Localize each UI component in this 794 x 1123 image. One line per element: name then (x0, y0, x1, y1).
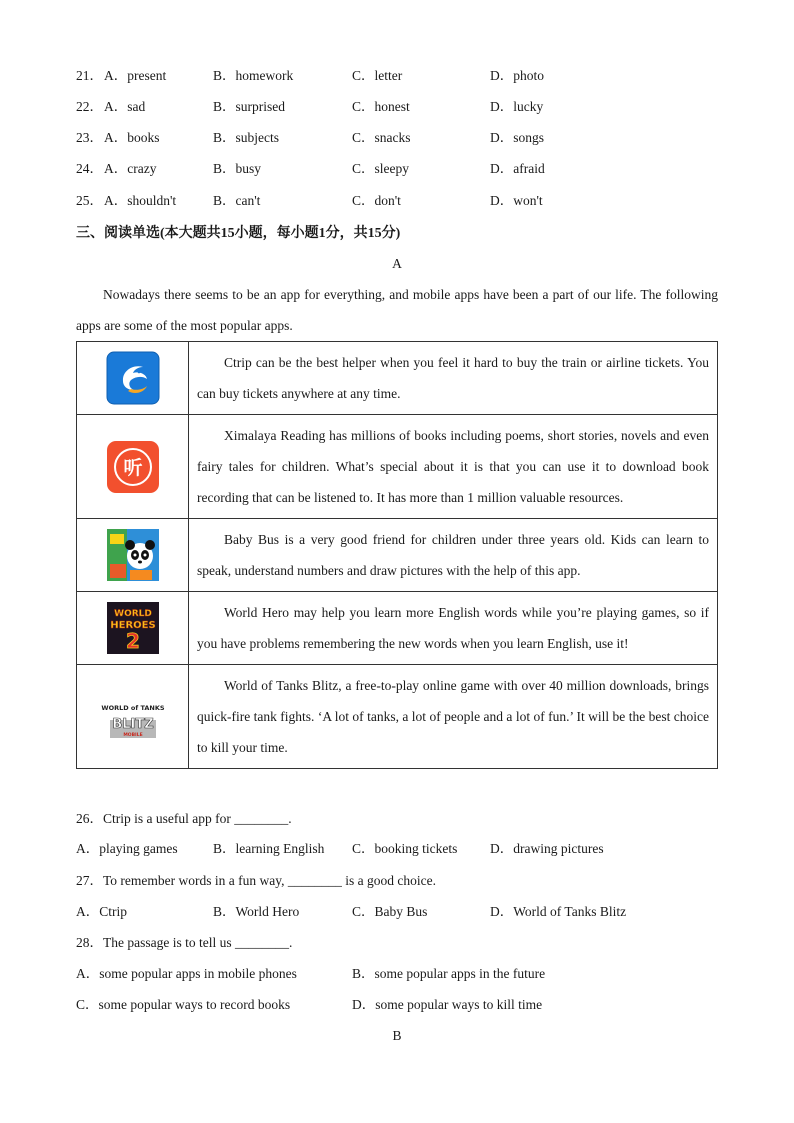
option-c: C．sleepy (352, 161, 409, 176)
section-title: 三、阅读单选(本大题共15小题，每小题1分，共15分) (76, 226, 401, 241)
option-b: B．surprised (213, 99, 285, 114)
option-c: C．letter (352, 68, 403, 83)
apps-table (76, 341, 718, 769)
option-c: C．honest (352, 99, 410, 114)
icon-cell (77, 519, 189, 592)
question-number: 22． (76, 99, 103, 114)
ximalaya-icon (106, 440, 160, 494)
ctrip-dolphin-icon (106, 351, 160, 405)
option-a: A．shouldn't (104, 193, 177, 208)
icon-cell (77, 342, 189, 415)
question-26-stem: 26．Ctrip is a useful app for ________. (76, 811, 292, 826)
option-c: C．snacks (352, 130, 411, 145)
option-b: B．learning English (213, 841, 325, 856)
option-c: C．booking tickets (352, 841, 458, 856)
question-27-stem: 27．To remember words in a fun way, ________ is a good choice. (76, 873, 436, 888)
option-b: B．busy (213, 161, 262, 176)
option-a: A．Ctrip (76, 904, 128, 919)
option-d: D．afraid (490, 161, 545, 176)
passage-a-label: A (392, 256, 402, 271)
option-b: B．homework (213, 68, 294, 83)
ximalaya-logo-text: 听 (122, 456, 143, 479)
question-number: 25． (76, 193, 103, 208)
passage-a-intro: Nowadays there seems to be an app for everything, and mobile apps have been a part of our life. The following apps are some of the most popular apps. (76, 287, 718, 333)
heroes-logo-line-1: WORLD (113, 609, 152, 619)
option-c: C．don't (352, 193, 401, 208)
table-row (77, 415, 718, 519)
icon-cell (77, 415, 189, 519)
option-b: B．can't (213, 193, 261, 208)
option-d: D．photo (490, 68, 544, 83)
option-d: D．won't (490, 193, 543, 208)
world-heroes-icon (106, 601, 160, 655)
icon-cell (77, 665, 189, 769)
tanks-logo-line-2: BLITZ (111, 716, 154, 732)
question-28-stem: 28．The passage is to tell us ________. (76, 935, 293, 950)
baby-bus-panda-icon (106, 528, 160, 582)
app-description-ctrip: Ctrip can be the best helper when you feel it hard to buy the train or airline tickets. You can buy tickets anywhere at any time. (189, 342, 718, 415)
option-a: A．crazy (104, 161, 157, 176)
option-a: A．some popular apps in mobile phones (76, 966, 297, 981)
option-b: B．World Hero (213, 904, 300, 919)
table-row (77, 592, 718, 665)
option-b: B．subjects (213, 130, 279, 145)
option-d: D．lucky (490, 99, 544, 114)
option-a: A．books (104, 130, 160, 145)
table-row (77, 519, 718, 592)
option-c: C．some popular ways to record books (76, 997, 291, 1012)
option-d: D．World of Tanks Blitz (490, 904, 627, 919)
question-number: 21． (76, 68, 103, 83)
table-row (77, 342, 718, 415)
option-b: B．some popular apps in the future (352, 966, 546, 981)
question-number: 23． (76, 130, 103, 145)
heroes-logo-line-2: HEROES (109, 620, 156, 631)
option-a: A．playing games (76, 841, 178, 856)
passage-b-label: B (392, 1028, 402, 1043)
option-c: C．Baby Bus (352, 904, 428, 919)
world-of-tanks-blitz-icon (100, 690, 165, 744)
app-description-world-of-tanks: World of Tanks Blitz, a free-to-play online game with over 40 million downloads, brings quick-fire tank fights. ‘A lot of tanks, a lot of people and a lot of fun.’ It will be the best choice to kill your time. (189, 665, 718, 769)
tanks-logo-line-3: MOBILE (122, 732, 143, 738)
option-a: A．present (104, 68, 167, 83)
table-row (77, 665, 718, 769)
icon-cell (77, 592, 189, 665)
option-a: A．sad (104, 99, 146, 114)
option-d: D．some popular ways to kill time (352, 997, 543, 1012)
tanks-logo-line-1: WORLD of TANKS (100, 703, 165, 712)
app-description-ximalaya: Ximalaya Reading has millions of books including poems, short stories, novels and even fairy tales for children. What’s special about it is that you can use it to download book recording that can be listened to. It has more than 1 million valuable resources. (189, 415, 718, 519)
option-d: D．songs (490, 130, 545, 145)
question-number: 24． (76, 161, 103, 176)
option-d: D．drawing pictures (490, 841, 604, 856)
app-description-world-hero: World Hero may help you learn more English words while you’re playing games, so if you have problems remembering the new words when you learn English, use it! (189, 592, 718, 665)
heroes-logo-line-3: 2 (125, 629, 140, 653)
app-description-baby-bus: Baby Bus is a very good friend for children under three years old. Kids can learn to speak, understand numbers and draw pictures with the help of this app. (189, 519, 718, 592)
